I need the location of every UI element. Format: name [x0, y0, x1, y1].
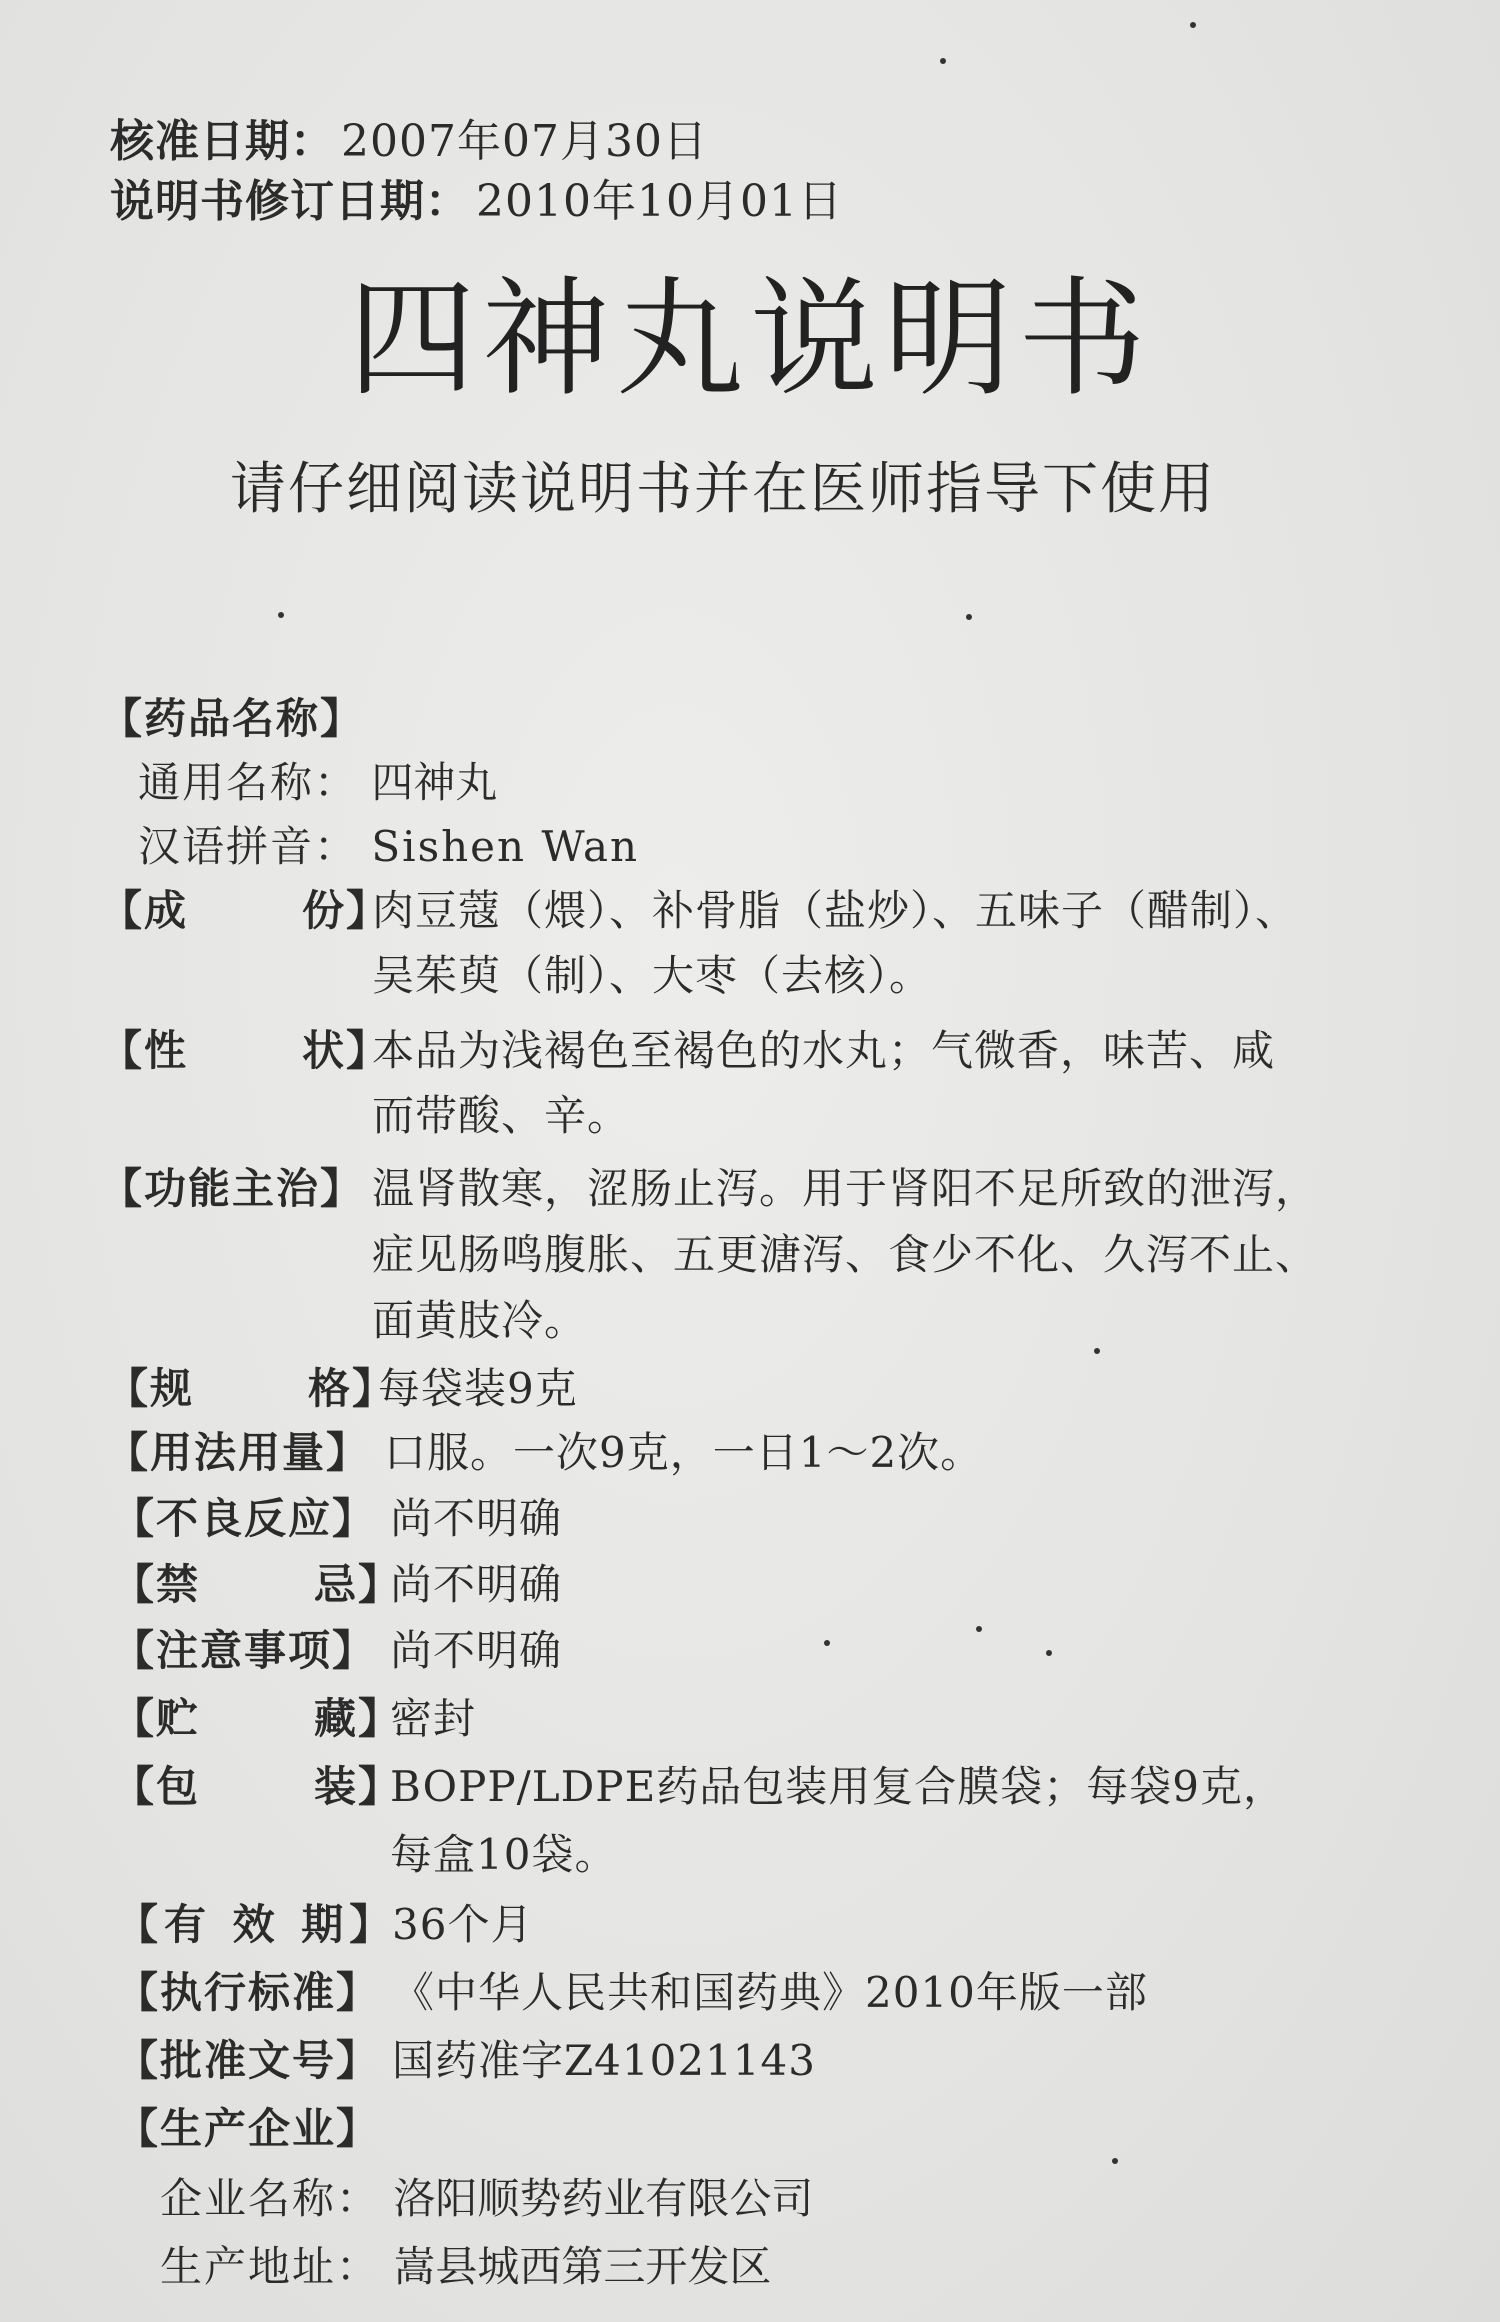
- ingredients-line-2: 吴茱萸（制）、大枣（去核）。: [372, 951, 933, 1000]
- company-value: 洛阳顺势药业有限公司: [393, 2174, 814, 2223]
- contraindications-value: 尚不明确: [390, 1560, 563, 1609]
- specification-label: [106, 1364, 396, 1413]
- description-row: [100, 1026, 390, 1075]
- approval-date-label: 核准日期：: [110, 116, 335, 167]
- approval-date-value: 2007年07月30日: [341, 116, 708, 167]
- speckle-dot: [278, 612, 284, 618]
- speckle-dot: [940, 58, 946, 64]
- standard-label: 【执行标准】: [116, 1968, 381, 2017]
- generic-name-label: 通用名称：: [138, 758, 359, 807]
- precautions-row: [112, 1626, 402, 1675]
- speckle-dot: [1190, 22, 1196, 28]
- standard-row: [116, 1968, 406, 2017]
- packaging-line-2: 每盒10袋。: [390, 1830, 618, 1879]
- pinyin-label: 汉语拼音：: [138, 822, 359, 871]
- description-line-1: 本品为浅褐色至褐色的水丸；气微香，味苦、咸: [372, 1026, 1276, 1075]
- storage-label-left: 【贮: [112, 1694, 201, 1743]
- packaging-label: [112, 1762, 402, 1811]
- precautions-label: 【注意事项】: [112, 1626, 377, 1675]
- storage-value: 密封: [390, 1694, 477, 1743]
- ingredients-line-1: 肉豆蔻（煨）、补骨脂（盐炒）、五味子（醋制）、: [372, 886, 1299, 935]
- approval-number-row: [116, 2036, 406, 2085]
- adverse-row: [112, 1494, 402, 1543]
- dosage-label: 【用法用量】: [106, 1428, 371, 1477]
- manufacturer-row: [116, 2104, 406, 2153]
- document-title: 四神丸说明书: [347, 265, 1152, 414]
- packaging-label-right: 装】: [313, 1762, 402, 1811]
- description-label: [100, 1026, 390, 1075]
- speckle-dot: [1094, 1348, 1100, 1354]
- specification-label-right: 格】: [307, 1364, 396, 1413]
- drug-name-label: 【药品名称】: [100, 694, 365, 743]
- ingredients-label: [100, 886, 390, 935]
- indications-row: [100, 1164, 390, 1213]
- revision-date-label: 说明书修订日期：: [110, 176, 470, 227]
- description-label-right: 状】: [301, 1026, 390, 1075]
- indications-line-1: 温肾散寒，涩肠止泻。用于肾阳不足所致的泄泻，: [372, 1164, 1319, 1213]
- speckle-dot: [1046, 1650, 1052, 1656]
- precautions-value: 尚不明确: [390, 1626, 563, 1675]
- generic-name-value: 四神丸: [371, 758, 498, 807]
- packaging-row: [112, 1762, 402, 1811]
- document-subtitle: 请仔细阅读说明书并在医师指导下使用: [230, 457, 1216, 522]
- indications-line-2: 症见肠鸣腹胀、五更溏泻、食少不化、久泻不止、: [372, 1230, 1319, 1279]
- dosage-row: [106, 1428, 396, 1477]
- specification-value: 每袋装9克: [378, 1364, 578, 1413]
- pinyin-row: [138, 822, 640, 871]
- storage-row: [112, 1694, 402, 1743]
- address-row: [160, 2242, 772, 2291]
- dosage-value: 口服。一次9克，一日1～2次。: [384, 1428, 984, 1477]
- indications-label: 【功能主治】: [100, 1164, 365, 1213]
- description-label-left: 【性: [100, 1026, 189, 1075]
- address-value: 嵩县城西第三开发区: [393, 2242, 772, 2291]
- packaging-label-left: 【包: [112, 1762, 201, 1811]
- ingredients-row: [100, 886, 390, 935]
- speckle-dot: [976, 1626, 982, 1632]
- indications-line-3: 面黄肢冷。: [372, 1296, 588, 1345]
- adverse-value: 尚不明确: [390, 1494, 563, 1543]
- generic-name-row: [138, 758, 498, 807]
- adverse-label: 【不良反应】: [112, 1494, 377, 1543]
- specification-row: [106, 1364, 396, 1413]
- manufacturer-label: 【生产企业】: [116, 2104, 381, 2153]
- ingredients-label-left: 【成: [100, 886, 189, 935]
- contraindications-label-right: 忌】: [313, 1560, 402, 1609]
- shelf-life-label: 【有 效 期】: [116, 1900, 398, 1949]
- drug-name-section-label: [100, 694, 365, 743]
- shelf-life-row: [116, 1900, 406, 1949]
- revision-date-value: 2010年10月01日: [476, 176, 843, 227]
- company-label: 企业名称：: [160, 2174, 381, 2223]
- contraindications-label: [112, 1560, 402, 1609]
- storage-label-right: 藏】: [313, 1694, 402, 1743]
- standard-value: 《中华人民共和国药典》2010年版一部: [392, 1968, 1148, 2017]
- contraindications-row: [112, 1560, 402, 1609]
- approval-number-value: 国药准字Z41021143: [392, 2036, 816, 2085]
- storage-label: [112, 1694, 402, 1743]
- address-label: 生产地址：: [160, 2242, 381, 2291]
- approval-number-label: 【批准文号】: [116, 2036, 381, 2085]
- description-line-2: 而带酸、辛。: [372, 1091, 631, 1140]
- specification-label-left: 【规: [106, 1364, 195, 1413]
- contraindications-label-left: 【禁: [112, 1560, 201, 1609]
- speckle-dot: [824, 1640, 830, 1646]
- approval-date: [110, 116, 708, 167]
- revision-date: [110, 176, 843, 227]
- ingredients-label-right: 份】: [301, 886, 390, 935]
- shelf-life-value: 36个月: [392, 1900, 534, 1949]
- speckle-dot: [966, 614, 972, 620]
- pinyin-value: Sishen Wan: [371, 822, 640, 871]
- packaging-line-1: BOPP/LDPE药品包装用复合膜袋；每袋9克，: [390, 1762, 1286, 1811]
- speckle-dot: [1112, 2158, 1118, 2164]
- company-row: [160, 2174, 814, 2223]
